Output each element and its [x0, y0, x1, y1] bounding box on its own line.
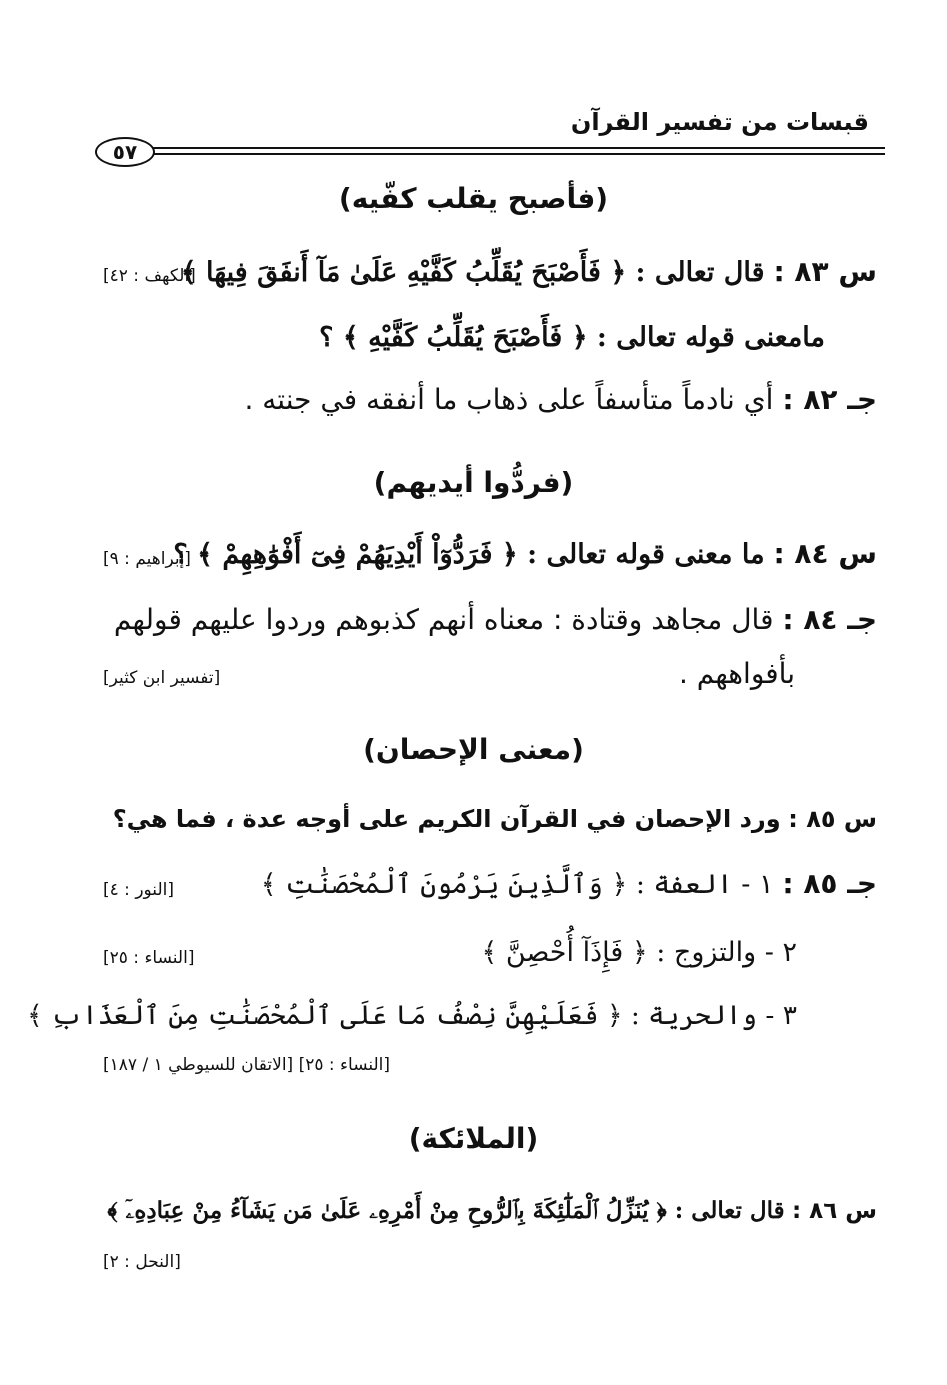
- header-rule: [150, 147, 885, 155]
- citation: [إبراهيم : ٩]: [103, 549, 191, 569]
- citation: [الكهف : ٤٢]: [103, 266, 196, 286]
- answer-text: ١ - العفة : ﴿ وَٱلَّذِينَ يَرْمُونَ ٱلْمُحْصَنَٰتِ ﴾: [260, 869, 774, 900]
- citation: [النور : ٤]: [103, 880, 174, 900]
- answer-text: ٣ - والحرية : ﴿ فَعَلَيْهِنَّ نِصْفُ مَا عَلَى ٱلْمُحْصَنَٰتِ مِنَ ٱلْعَذَابِ ﴾: [27, 1000, 797, 1031]
- answer-line: [244, 383, 877, 416]
- citation: [النحل : ٢]: [103, 1252, 181, 1272]
- answer-label: جـ ٨٥ :: [782, 867, 877, 900]
- answer-text: أي نادماً متأسفاً على ذهاب ما أنفقه في جنته .: [244, 383, 774, 416]
- answer-label: جـ ٨٤ :: [782, 603, 877, 636]
- question-text: ورد الإحصان في القرآن الكريم على أوجه عدة ، فما هي؟: [112, 805, 781, 833]
- question-label: س ٨٦ :: [791, 1198, 877, 1224]
- answer-line: [679, 657, 795, 690]
- citation: [النساء : ٢٥]: [103, 948, 195, 968]
- question-line: [181, 255, 877, 288]
- section-heading: (الملائكة): [408, 1122, 539, 1155]
- answer-label: جـ ٨٢ :: [782, 383, 877, 416]
- question-label: س ٨٣ :: [773, 255, 877, 288]
- answer-text: ٢ - والتزوج : ﴿ فَإِذَآ أُحْصِنَّ ﴾: [481, 937, 797, 968]
- question-label: س ٨٥ :: [788, 805, 877, 833]
- question-label: س ٨٤ :: [773, 537, 877, 570]
- question-text: ما معنى قوله تعالى : ﴿ فَرَدُّوٓاْ أَيْدِيَهُمْ فِىٓ أَفْوَٰهِهِمْ ﴾ ؟: [173, 539, 765, 570]
- answer-text: قال مجاهد وقتادة : معناه أنهم كذبوهم وردوا عليهم قولهم: [113, 603, 774, 636]
- question-text: قال تعالى : ﴿ يُنَزِّلُ ٱلْمَلَٰٓئِكَةَ بِٱلرُّوحِ مِنْ أَمْرِهِۦ عَلَىٰ مَن يَشَآءُ مِنْ عِبَادِهِۦٓ ﴾: [107, 1197, 785, 1224]
- citation: [تفسير ابن كثير]: [103, 668, 221, 688]
- answer-line: [481, 935, 797, 968]
- question-line: [319, 320, 825, 353]
- answer-line: [114, 603, 877, 636]
- citation: [النساء : ٢٥] [الاتقان للسيوطي ١ / ١٨٧]: [103, 1055, 391, 1075]
- question-text: قال تعالى : ﴿ فَأَصْبَحَ يُقَلِّبُ كَفَّيْهِ عَلَىٰ مَآ أَنفَقَ فِيهَا ﴾: [180, 257, 765, 288]
- section-heading: (فردُّوا أيديهم): [373, 466, 574, 499]
- question-text: مامعنى قوله تعالى : ﴿ فَأَصْبَحَ يُقَلِّبُ كَفَّيْهِ ﴾ ؟: [319, 322, 825, 353]
- question-line: [107, 1197, 877, 1224]
- answer-text: بأفواههم .: [678, 657, 795, 690]
- question-line: [113, 805, 877, 833]
- section-heading: (معنى الإحصان): [363, 733, 584, 766]
- question-line: [173, 537, 877, 570]
- answer-line: [27, 1000, 797, 1031]
- running-header-title: قبسات من تفسير القرآن: [570, 108, 869, 136]
- page-number-badge: ٥٧: [95, 137, 155, 167]
- section-heading: (فأصبح يقلب كفّيه): [338, 182, 609, 215]
- answer-line: [261, 867, 877, 900]
